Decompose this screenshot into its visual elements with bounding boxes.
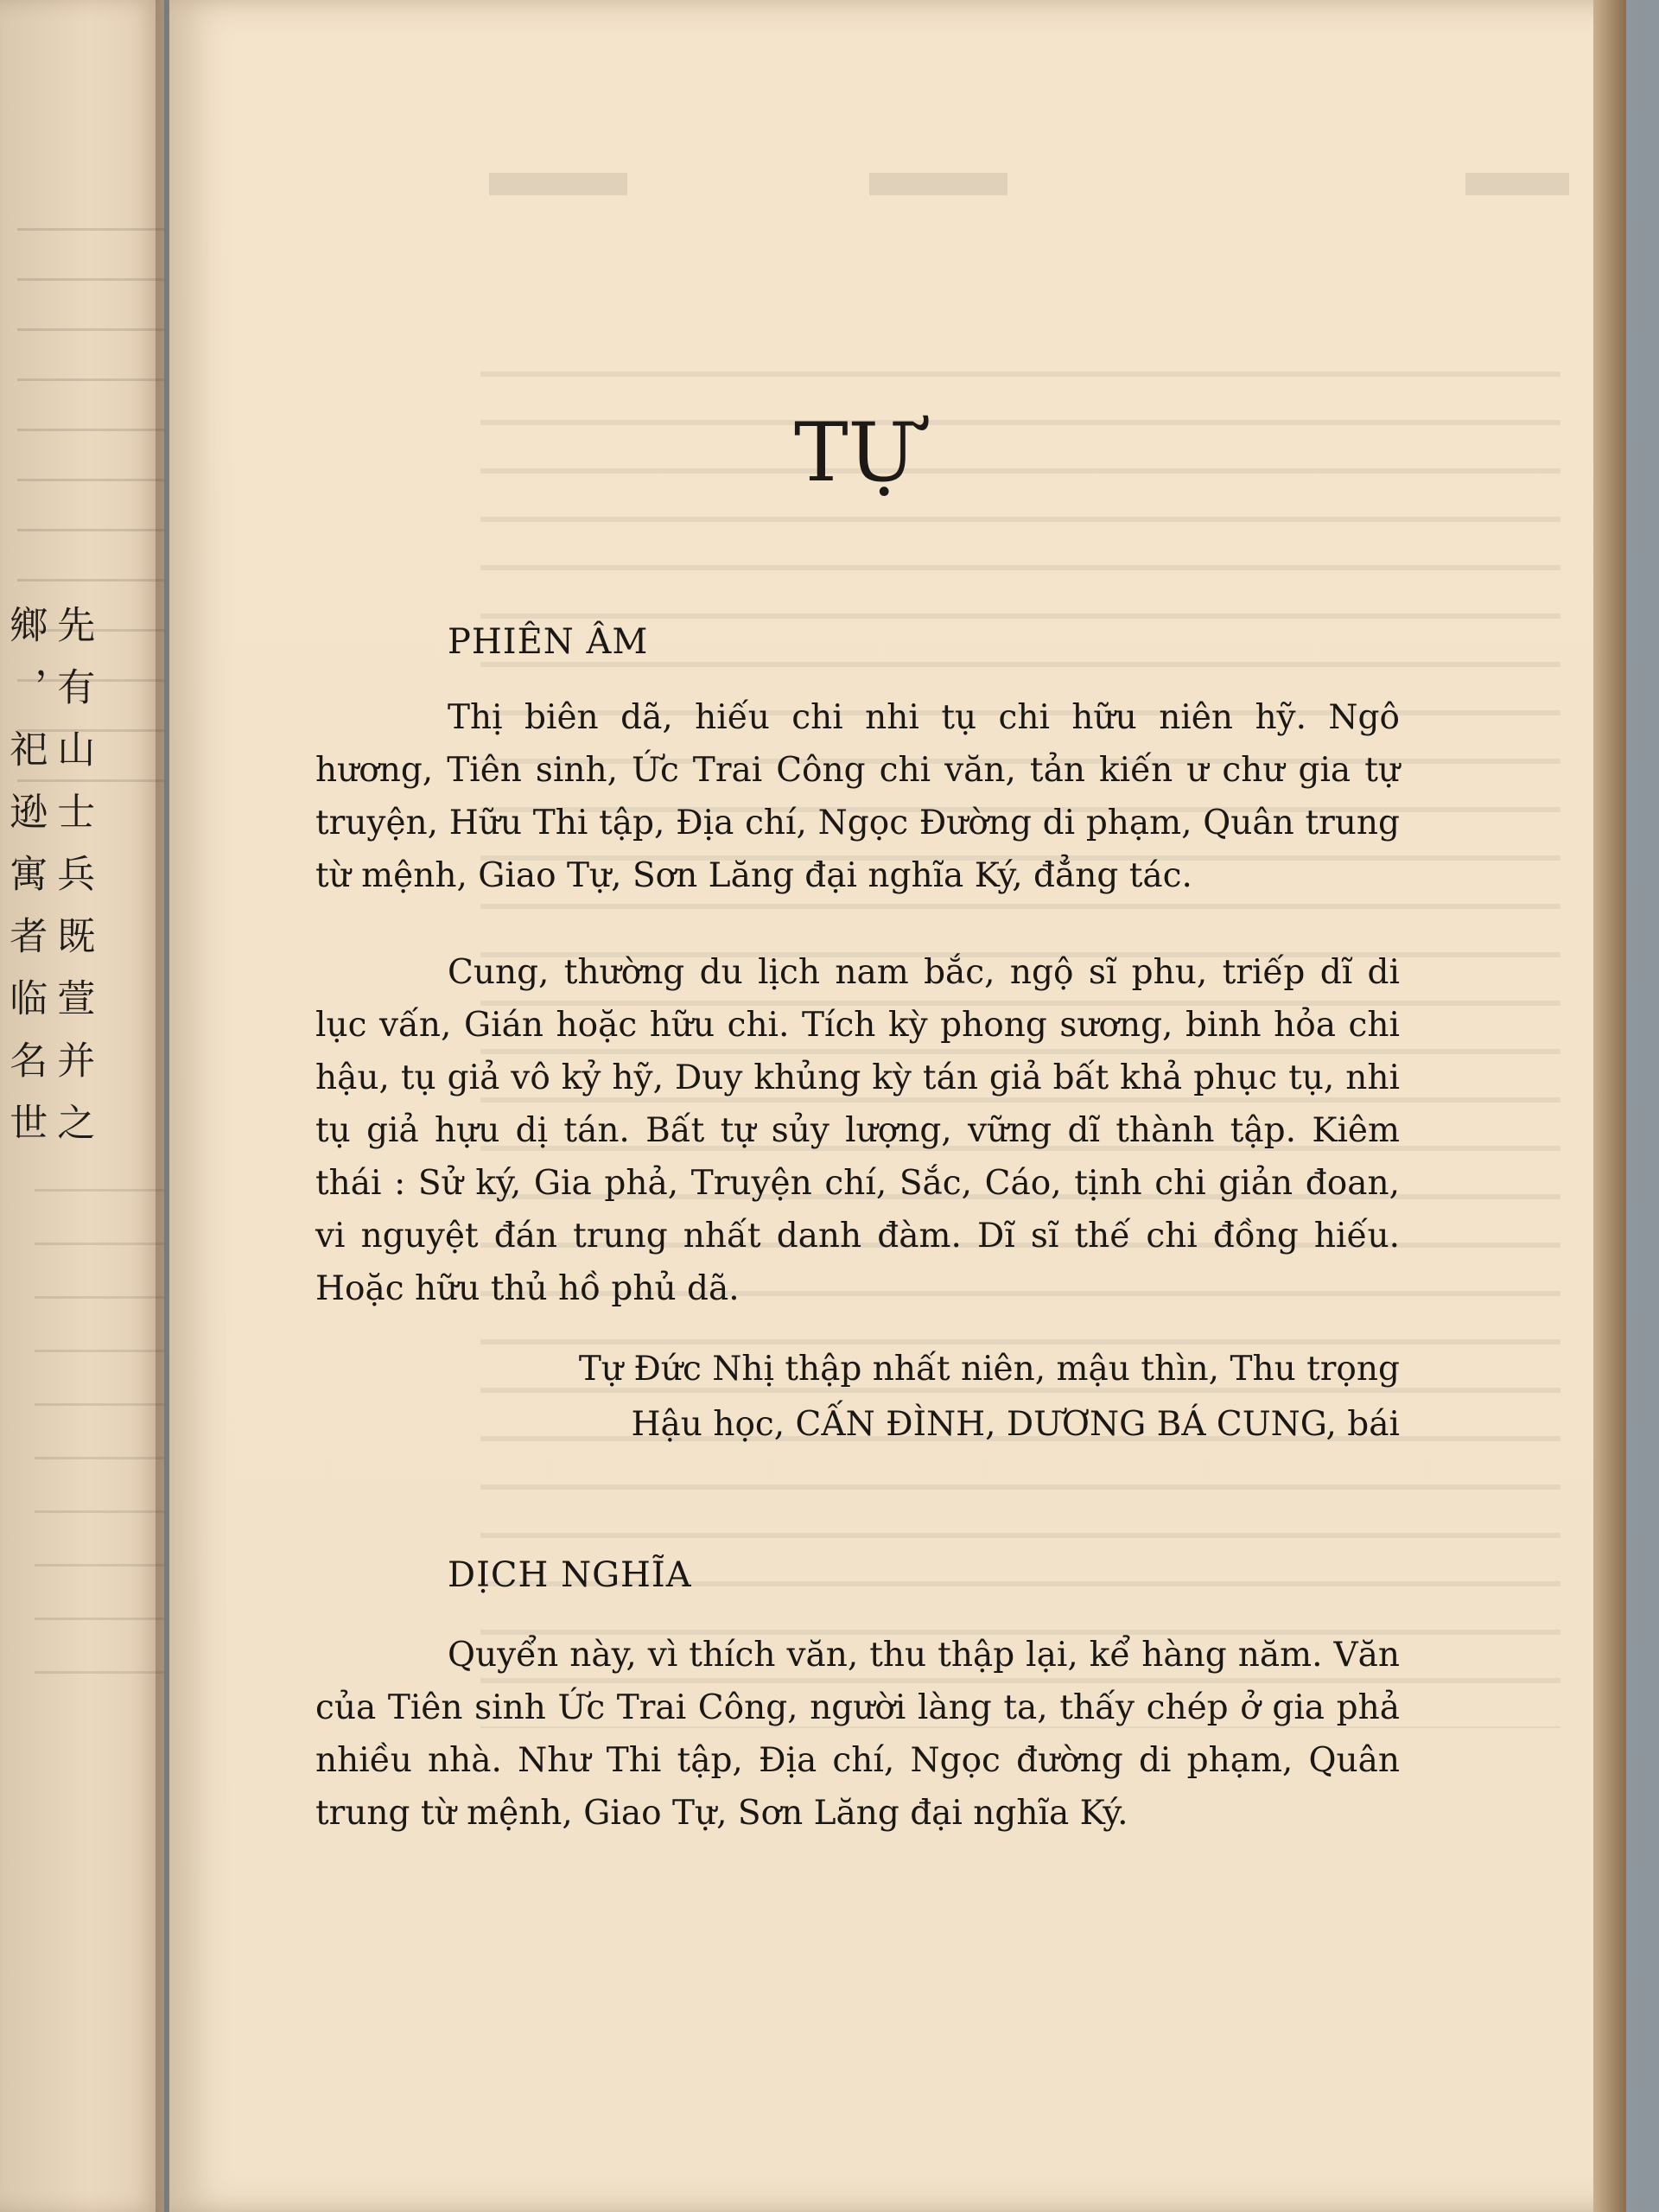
chinese-column-2: 鄉，祀逊寓者临名世 [3, 605, 48, 1165]
paragraph-text: Thị biên dã, hiếu chi nhi tụ chi hữu niên hỹ. Ngô hương, Tiên sinh, Ức Trai Công chi văn, tản kiến ư chư gia tự truyện, Hữu Thi tập, Địa chí, Ngọc Đường di phạm, Quân trung từ mệnh, Giao Tự, Sơn Lăng đại nghĩa Ký, đẳng tác. [315, 698, 1400, 895]
chinese-column-1: 先有山士兵既萱并之 [50, 605, 95, 1165]
signature-line-2: Hậu học, CẤN ĐÌNH, DƯƠNG BÁ CUNG, bái [631, 1405, 1400, 1444]
paragraph-dich-nghia-1 [315, 1629, 1400, 1840]
paragraph-phien-am-1 [315, 691, 1400, 902]
signature-line-1: Tự Đức Nhị thập nhất niên, mậu thìn, Thu trọng [578, 1350, 1400, 1389]
section-heading-phien-am: PHIÊN ÂM [448, 622, 649, 662]
section-heading-dich-nghia: DỊCH NGHĨA [448, 1555, 692, 1595]
paragraph-phien-am-2 [315, 946, 1400, 1315]
paragraph-text: Cung, thường du lịch nam bắc, ngộ sĩ phu, triếp dĩ di lục vấn, Gián hoặc hữu chi. Tích kỳ phong sương, binh hỏa chi hậu, tụ giả vô kỷ hỹ, Duy khủng kỳ tán giả bất khả phục tụ, nhi tụ giả hựu dị tán. Bất tự sủy lượng, vững dĩ thành tập. Kiêm thái : Sử ký, Gia phả, Truyện chí, Sắc, Cáo, tịnh chi giản đoan, vi nguyệt đán trung nhất danh đàm. Dĩ sĩ thế chi đồng hiếu. Hoặc hữu thủ hồ phủ dã. [315, 953, 1400, 1308]
chapter-title: TỰ [794, 406, 917, 500]
paragraph-text: Quyển này, vì thích văn, thu thập lại, kể hàng năm. Văn của Tiên sinh Ức Trai Công, người làng ta, thấy chép ở gia phả nhiều nhà. Như Thi tập, Địa chí, Ngọc đường di phạm, Quân trung từ mệnh, Giao Tự, Sơn Lăng đại nghĩa Ký. [315, 1636, 1400, 1833]
